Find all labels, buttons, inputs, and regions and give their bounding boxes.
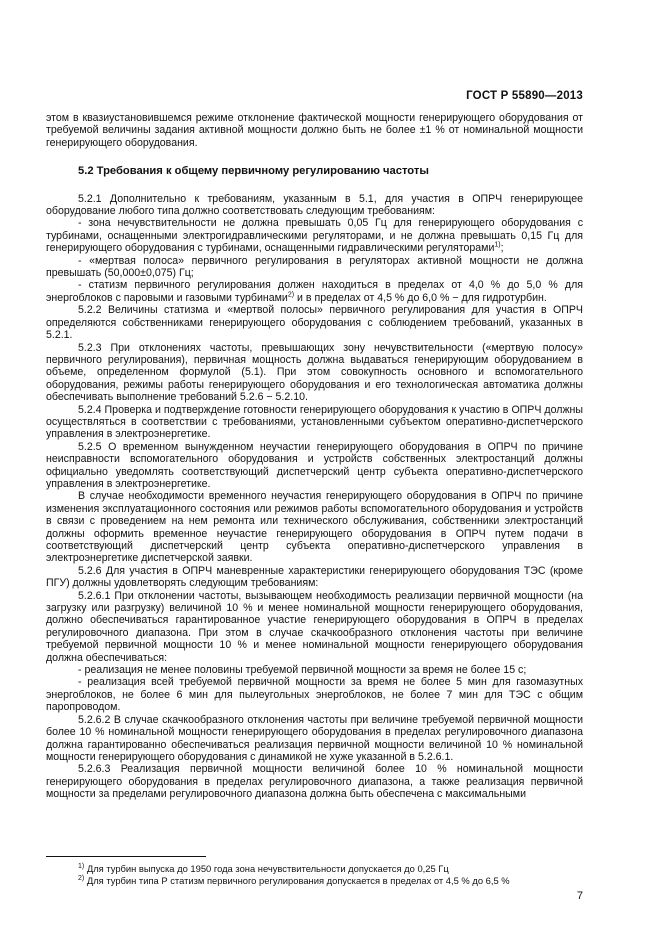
paragraph-5-2-6-3: 5.2.6.3 Реализация первичной мощности величиной более 10 % номинальной мощности генерирующего оборудования в пределах регулировочного диапазона, а также реализация первичной мощности за пределами регулировочного диапазона должна быть обеспечена с максимальными	[46, 763, 583, 801]
list-item-text: - статизм первичного регулирования должен находиться в пределах от 4,0 % до 5,0 % для энергоблоков с паровыми и газовыми турбинами	[46, 279, 583, 304]
footnote-divider	[46, 856, 206, 857]
section-heading: 5.2 Требования к общему первичному регулированию частоты	[78, 165, 429, 178]
footnote-text: Для турбин типа Р статизм первичного регулирования допускается в пределах от 4,5 % до 6,5 %	[84, 875, 510, 886]
paragraph-5-2-6-2: 5.2.6.2 В случае скачкообразного отклонения частоты при величине требуемой первичной мощности более 10 % номинальной мощности генерирующего оборудования в пределах регулировочного диапазона должна гарантированно обеспечиваться реализация первичной мощности величиной 10 % номинальной мощности генерирующего оборудования с динамикой не хуже указанной в 5.2.6.1.	[46, 713, 583, 763]
footnote	[78, 875, 510, 886]
list-item-end: ;	[500, 242, 504, 255]
footnote-mark: 2)	[78, 874, 85, 882]
footnote-text: Для турбин выпуска до 1950 года зона нечувствительности допускается до 0,25 Гц	[84, 863, 449, 874]
list-item: - «мертвая полоса» первичного регулирования в регуляторах активной мощности не должна превышать (50,000±0,075) Гц;	[46, 254, 583, 280]
paragraph-5-2-3: 5.2.3 При отклонениях частоты, превышающих зону нечувствительности («мертвую полосу» первичного регулирования), первичная мощность должна выдаваться генерирующим оборудованием в объеме, определенном формулой (5.1). При этом совокупность основного и вспомогательного оборудования, режимы работы генерирующего оборудования и его технологическая автоматика должны обеспечивать выполнение требований 5.2.6 − 5.2.10.	[46, 341, 583, 404]
list-item-end: и в пределах от 4,5 % до 6,0 % − для гидротурбин.	[294, 291, 547, 304]
paragraph-5-2-6-1: 5.2.6.1 При отклонении частоты, вызывающем необходимость реализации первичной мощности (на загрузку или разгрузку) величиной 10 % и менее номинальной мощности генерирующего оборудования, должно обеспечиваться гарантированное участие генерирующего оборудования в ОПРЧ в пределах регулировочного диапазона. При этом в случае скачкообразного отклонения частоты при величине требуемой первичной мощности 10 % и менее номинальной мощности генерирующего оборудования должна обеспечиваться:	[46, 589, 583, 664]
standard-header: ГОСТ Р 55890—2013	[466, 90, 583, 102]
paragraph-5-2-6: 5.2.6 Для участия в ОПРЧ маневренные характеристики генерирующего оборудования ТЭС (кроме ПГУ) должны удовлетворять следующим требованиям:	[46, 564, 583, 590]
paragraph-5-2-4: 5.2.4 Проверка и подтверждение готовности генерирующего оборудования к участию в ОПРЧ должны осуществляться в соответствии с требованиями, установленными субъектом оперативно-диспетчерского управления в электроэнергетике.	[46, 403, 583, 441]
paragraph-5-2-1: 5.2.1 Дополнительно к требованиям, указанным в 5.1, для участия в ОПРЧ генерирующее оборудование любого типа должно соответствовать следующим требованиям:	[46, 192, 583, 218]
list-item-text: - зона нечувствительности не должна превышать 0,05 Гц для генерирующего оборудования с турбинами, оснащенными электрогидравлическими регуляторами, и не должна превышать 0,15 Гц для генерирующего оборудования с турбинами, оснащенными гидравлическими регуляторами	[46, 217, 583, 255]
list-item	[46, 217, 583, 254]
footnote-mark: 1)	[78, 862, 85, 870]
list-item: - реализация не менее половины требуемой первичной мощности за время не более 15 с;	[78, 664, 527, 677]
paragraph-5-2-2: 5.2.2 Величины статизма и «мертвой полосы» первичного регулирования для участия в ОПРЧ определяются собственниками генерирующего оборудования с соблюдением требований, указанных в 5.2.1.	[46, 304, 583, 342]
list-item: - реализация всей требуемой первичной мощности за время не более 5 мин для газомазутных энергоблоков, не более 6 мин для пылеугольных энергоблоков, не более 7 мин для ТЭС с общим паропроводом.	[46, 676, 583, 714]
main-text	[46, 112, 583, 801]
footnote	[78, 863, 449, 874]
paragraph: этом в квазиустановившемся режиме отклонение фактической мощности генерирующего оборудования от требуемой величины задания активной мощности должно быть не более ±1 % от номинальной мощности генерирующего оборудования.	[46, 112, 583, 149]
list-item	[46, 279, 583, 304]
paragraph: В случае необходимости временного неучастия генерирующего оборудования в ОПРЧ по причине изменения эксплуатационного состояния или режимов работы вспомогательного оборудования и устройств в связи с проведением на нем ремонта или технического обслуживания, собственники электростанций должны оформить временное неучастие генерирующего оборудования в ОПРЧ путем подачи в соответствующий диспетчерский центр субъекта оперативно-диспетчерского управления в электроэнергетике диспетчерской заявки.	[46, 490, 583, 565]
page-number: 7	[576, 890, 583, 902]
footnote-ref: 1)	[494, 241, 501, 249]
paragraph-5-2-5: 5.2.5 О временном вынужденном неучастии генерирующего оборудования в ОПРЧ по причине неисправности вспомогательного оборудования и устройств собственных электростанций должны официально уведомлять соответствующий диспетчерский центр субъекта оперативно-диспетчерского управления в электроэнергетике.	[46, 440, 583, 490]
footnote-ref: 2)	[287, 291, 295, 299]
